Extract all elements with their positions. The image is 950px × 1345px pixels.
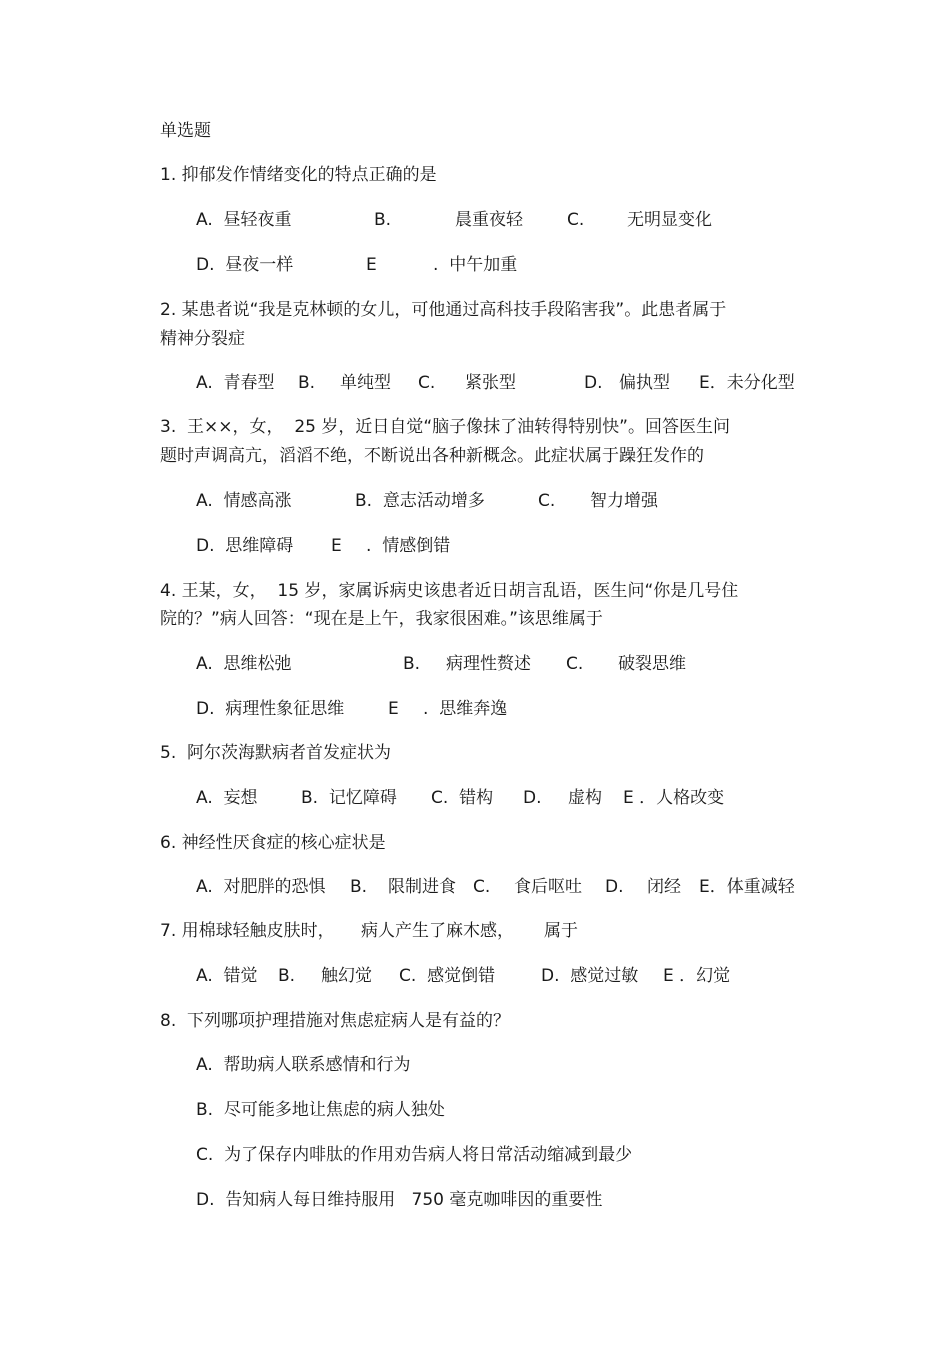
q1-option-letter: C.: [567, 210, 585, 230]
question-5-stem: 5. 阿尔茨海默病者首发症状为: [160, 743, 392, 763]
q1-option: A. 昼轻夜重: [196, 210, 292, 230]
q2-option-text: 紧张型: [465, 373, 516, 393]
question-4-stem: 4. 王某，女， 15 岁，家属诉病史该患者近日胡言乱语，医生问“你是几号住: [160, 581, 739, 601]
q7-option: E ．幻觉: [663, 966, 731, 986]
q6-option-letter: D.: [605, 877, 624, 897]
question-3-stem: 题时声调高亢，滔滔不绝，不断说出各种新概念。此症状属于躁狂发作的: [160, 446, 704, 466]
q8-option: B. 尽可能多地让焦虑的病人独处: [196, 1100, 445, 1120]
q4-option-letter: B.: [403, 654, 421, 674]
q2-option-text: 偏执型: [619, 373, 670, 393]
q8-option: C. 为了保存内啡肽的作用劝告病人将日常活动缩减到最少: [196, 1145, 633, 1165]
q7-option: A. 错觉: [196, 966, 258, 986]
q3-option: A. 情感高涨: [196, 491, 292, 511]
q4-option-text: . 思维奔逸: [423, 699, 508, 719]
question-7-stem: 属于: [544, 921, 578, 941]
q4-option: D. 病理性象征思维: [196, 699, 345, 719]
q2-option-letter: D.: [584, 373, 603, 393]
q1-option-text: 晨重夜轻: [455, 210, 523, 230]
question-2-stem: 2. 某患者说“我是克林顿的女儿，可他通过高科技手段陷害我”。此患者属于: [160, 300, 727, 320]
question-1-stem: 1. 抑郁发作情绪变化的特点正确的是: [160, 165, 437, 185]
q2-option-text: 单纯型: [340, 373, 391, 393]
q1-option-letter: E: [366, 255, 377, 275]
section-title: 单选题: [160, 121, 211, 141]
q3-option: D. 思维障碍: [196, 536, 294, 556]
q6-option: A. 对肥胖的恐惧: [196, 877, 326, 897]
q1-option: D. 昼夜一样: [196, 255, 294, 275]
q5-option-text: 虚构: [568, 788, 602, 808]
q3-option-text: . 情感倒错: [366, 536, 451, 556]
q6-option: E．体重减轻: [699, 877, 795, 897]
q6-option-text: 闭经: [647, 877, 681, 897]
q2-option-letter: B.: [298, 373, 316, 393]
q1-option-text: . 中午加重: [433, 255, 518, 275]
q7-option: C. 感觉倒错: [399, 966, 496, 986]
q4-option-text: 病理性赘述: [446, 654, 531, 674]
q8-option: A. 帮助病人联系感情和行为: [196, 1055, 411, 1075]
q4-option-text: 破裂思维: [618, 654, 686, 674]
question-6-stem: 6. 神经性厌食症的核心症状是: [160, 833, 386, 853]
q5-option-letter: D.: [523, 788, 542, 808]
q4-option-letter: E: [388, 699, 399, 719]
q3-option-letter: E: [331, 536, 342, 556]
q1-option-letter: B.: [374, 210, 392, 230]
question-7-stem: 病人产生了麻木感，: [361, 921, 514, 941]
q3-option: B. 意志活动增多: [355, 491, 485, 511]
q5-option: B. 记忆障碍: [301, 788, 397, 808]
q5-option: A. 妄想: [196, 788, 258, 808]
q3-option-text: 智力增强: [590, 491, 658, 511]
question-3-stem: 3. 王××，女， 25 岁，近日自觉“脑子像抹了油转得特别快”。回答医生问: [160, 417, 730, 437]
q2-option: A. 青春型: [196, 373, 275, 393]
question-4-stem: 院的？”病人回答：“现在是上午，我家很困难。”该思维属于: [160, 609, 603, 629]
q3-option-letter: C.: [538, 491, 556, 511]
q6-option-letter: C.: [473, 877, 491, 897]
q2-option-letter: C.: [418, 373, 436, 393]
question-2-stem: 精神分裂症: [160, 329, 245, 349]
q7-option: D. 感觉过敏: [541, 966, 639, 986]
question-7-stem: 7. 用棉球轻触皮肤时，: [160, 921, 335, 941]
q7-option-letter: B.: [278, 966, 296, 986]
q4-option-letter: C.: [566, 654, 584, 674]
question-8-stem: 8. 下列哪项护理措施对焦虑症病人是有益的？: [160, 1011, 511, 1031]
q6-option-letter: B.: [350, 877, 368, 897]
q6-option-text: 限制进食: [388, 877, 456, 897]
q2-option: E．未分化型: [699, 373, 795, 393]
q5-option: C. 错构: [431, 788, 494, 808]
q6-option-text: 食后呕吐: [514, 877, 582, 897]
q1-option-text: 无明显变化: [627, 210, 712, 230]
q7-option-text: 触幻觉: [321, 966, 372, 986]
q8-option: D. 告知病人每日维持服用 750 毫克咖啡因的重要性: [196, 1190, 603, 1210]
q5-option: E ．人格改变: [623, 788, 725, 808]
q4-option: A. 思维松弛: [196, 654, 292, 674]
